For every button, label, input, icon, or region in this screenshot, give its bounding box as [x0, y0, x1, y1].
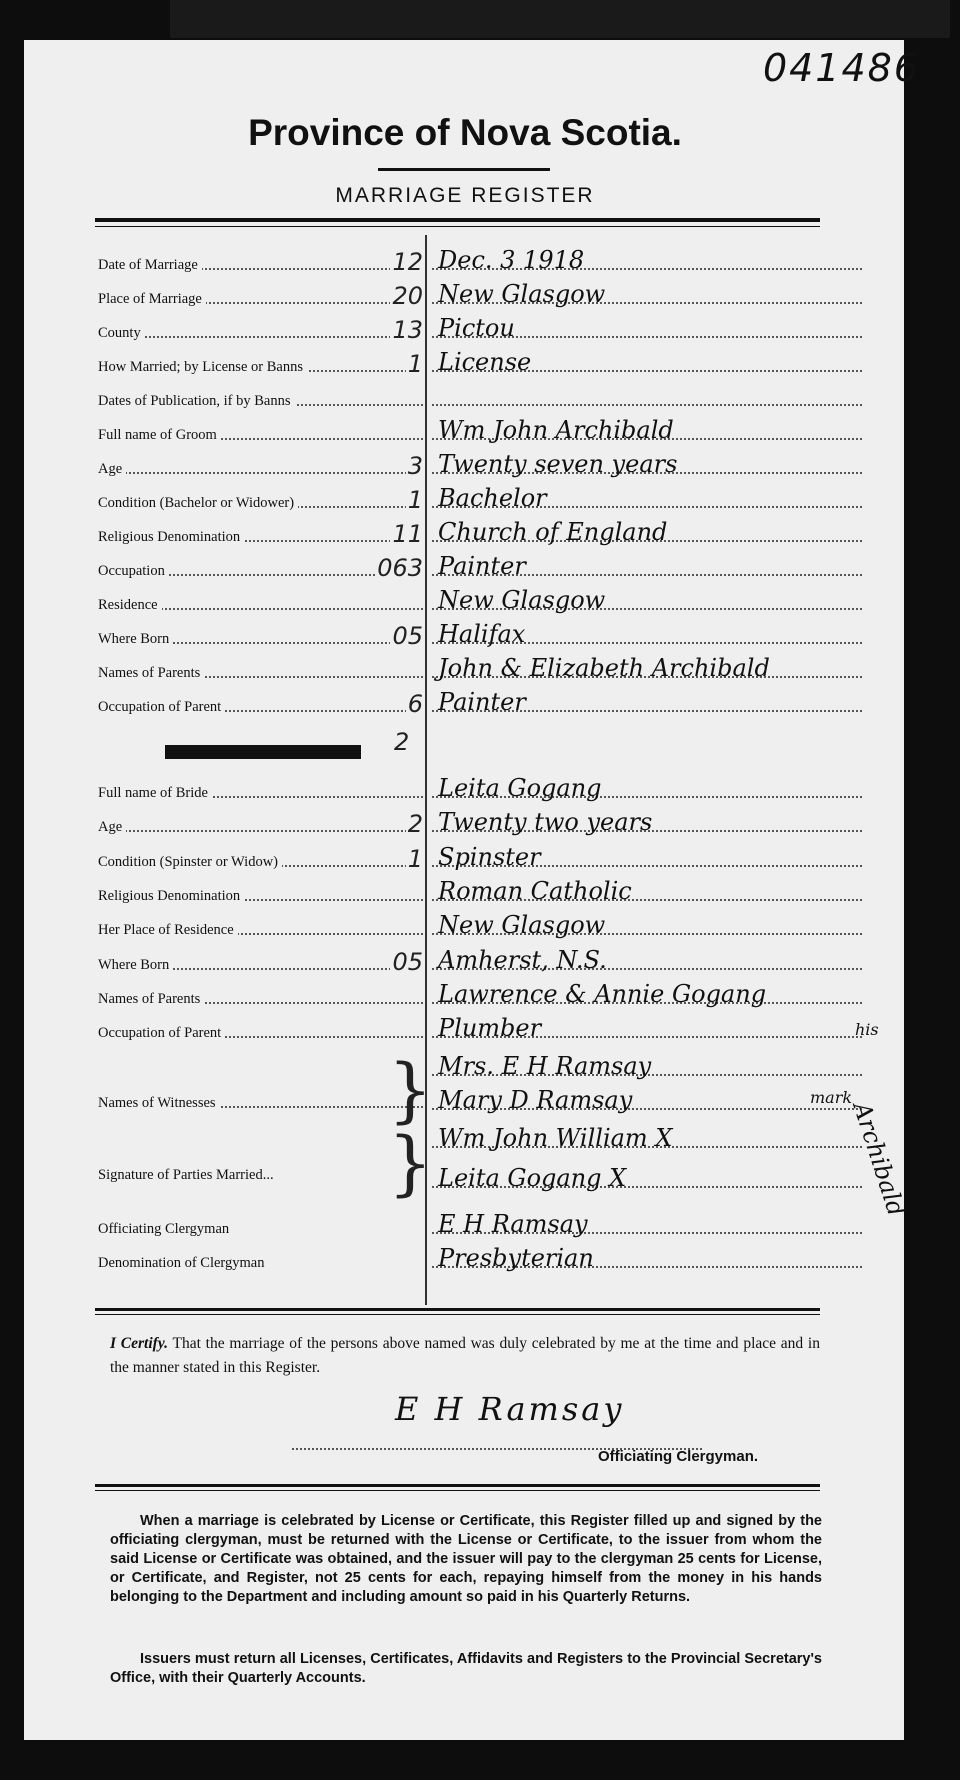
field-label: Her Place of Residence: [98, 922, 238, 939]
officiating-row: [98, 1214, 423, 1240]
bride-row: [98, 881, 423, 907]
bride-section-bar: [165, 745, 361, 759]
parties-label: Signature of Parties Married...: [98, 1167, 278, 1184]
groom-row: [98, 590, 423, 616]
handwritten-value: Twenty seven years: [438, 450, 678, 478]
witnesses-brace: }: [388, 1049, 433, 1131]
certify-rule-thin: [95, 1314, 820, 1315]
notice-rule-thin: [95, 1490, 820, 1491]
mark-his: his: [855, 1020, 879, 1039]
field-code: 6: [407, 690, 423, 718]
handwritten-value: Church of England: [438, 518, 668, 546]
party-2: [432, 1162, 862, 1192]
denomination-label: Denomination of Clergyman: [98, 1255, 268, 1272]
reference-number: 041486: [762, 46, 920, 90]
groom-value-field: [432, 346, 862, 376]
officiating-value-field: [432, 1208, 862, 1238]
field-code: 12: [392, 248, 423, 276]
officiating-value: E H Ramsay: [438, 1210, 588, 1238]
groom-value-field: [432, 482, 862, 512]
handwritten-value: Wm John Archibald: [438, 416, 674, 444]
handwritten-value: Bachelor: [438, 484, 547, 512]
bride-row: [98, 844, 423, 873]
groom-row: [98, 624, 423, 650]
bride-row: [98, 947, 423, 976]
field-label: Place of Marriage: [98, 291, 206, 308]
field-label: County: [98, 325, 145, 342]
bride-row: [98, 984, 423, 1010]
handwritten-value: Painter: [438, 688, 526, 716]
certify-statement: [110, 1332, 820, 1380]
field-label: Dates of Publication, if by Banns: [98, 393, 295, 410]
field-label: Age: [98, 819, 126, 836]
party-1-value: Wm John William X: [438, 1124, 673, 1152]
officiating-label: Officiating Clergyman: [98, 1221, 233, 1238]
field-label: Full name of Groom: [98, 427, 221, 444]
certify-signature: E H Ramsay: [395, 1390, 625, 1428]
groom-row: [98, 488, 423, 514]
denomination-value-field: [432, 1242, 862, 1272]
witnesses-row: [98, 1088, 423, 1114]
field-label: Residence: [98, 597, 162, 614]
leader-dots: [98, 336, 423, 338]
groom-row: [98, 420, 423, 446]
field-label: Condition (Bachelor or Widower): [98, 495, 298, 512]
bride-value-field: [432, 978, 862, 1008]
field-label: Religious Denomination: [98, 888, 244, 905]
page-title: Province of Nova Scotia.: [248, 112, 682, 153]
handwritten-value: New Glasgow: [438, 586, 606, 614]
field-label: Occupation: [98, 563, 169, 580]
handwritten-value: Dec. 3 1918: [438, 246, 585, 274]
groom-row: [98, 250, 423, 276]
field-label: Age: [98, 461, 126, 478]
page-subtitle: MARRIAGE REGISTER: [335, 184, 595, 207]
notice-paragraph-1: When a marriage is celebrated by License or Certificate, this Register filled up and signed by the officiating clergyman, must be returned with the License or Certificate, to the issuer from whom the said License or Certificate was obtained, and the issuer will pay to the clergyman 25 cents for License, or Certificate, and Register, not 25 cents for each, repaying himself from the money in his hands belonging to the Department and including amount so paid in his Quarterly Returns.: [110, 1513, 822, 1605]
field-label: Religious Denomination: [98, 529, 244, 546]
handwritten-value: Painter: [438, 552, 526, 580]
handwritten-value: New Glasgow: [438, 911, 606, 940]
handwritten-value: Twenty two years: [438, 808, 653, 837]
field-label: Full name of Bride: [98, 785, 212, 802]
witness-1: [432, 1050, 862, 1080]
mark-mark: mark: [810, 1088, 853, 1107]
field-label: Where Born: [98, 631, 173, 648]
field-label: Occupation of Parent: [98, 699, 225, 716]
bride-value-field: [432, 806, 862, 836]
groom-value-field: [432, 584, 862, 614]
groom-row: [98, 522, 423, 548]
parties-brace: }: [388, 1122, 433, 1204]
title-rule: [378, 168, 550, 171]
handwritten-value: License: [438, 348, 532, 376]
leader-dots: [98, 830, 423, 832]
bride-row: [98, 915, 423, 941]
field-code: 20: [392, 282, 423, 310]
groom-row: [98, 318, 423, 344]
field-code: 2: [407, 810, 423, 839]
groom-row: [98, 386, 423, 412]
party-2-value: Leita Gogang X: [438, 1164, 627, 1192]
groom-row: [98, 658, 423, 684]
bride-value-field: [432, 772, 862, 802]
groom-row: [98, 556, 423, 582]
handwritten-value: Amherst, N.S.: [438, 945, 607, 974]
handwritten-value: Roman Catholic: [438, 876, 632, 905]
bride-value-field: [432, 944, 862, 974]
groom-value-field: [432, 244, 862, 274]
field-label: Occupation of Parent: [98, 1025, 225, 1042]
bride-value-field: [432, 1012, 862, 1042]
groom-row: [98, 454, 423, 480]
handwritten-value: New Glasgow: [438, 280, 606, 308]
top-strip: [170, 0, 950, 38]
groom-value-field: [432, 414, 862, 444]
bride-row: [98, 778, 423, 804]
witness-2: [432, 1084, 862, 1114]
notice-paragraph-2: Issuers must return all Licenses, Certificates, Affidavits and Registers to the Provincial Secretary's Office, with their Quarterly Accounts.: [110, 1651, 822, 1686]
witness-2-value: Mary D Ramsay: [438, 1086, 633, 1114]
parties-row: [98, 1160, 423, 1186]
bride-section-code: 2: [394, 728, 410, 756]
certify-lead: I Certify.: [110, 1335, 169, 1352]
field-label: Condition (Spinster or Widow): [98, 854, 282, 871]
field-code: 1: [407, 350, 423, 378]
signature-line: [292, 1428, 702, 1450]
field-code: 1: [407, 486, 423, 514]
certify-text: That the marriage of the persons above named was duly celebrated by me at the time and place and in the manner stated in this Register.: [110, 1335, 820, 1376]
groom-value-field: [432, 516, 862, 546]
handwritten-value: Spinster: [438, 842, 541, 871]
denomination-value: Presbyterian: [438, 1244, 594, 1272]
field-code: 1: [407, 844, 423, 873]
groom-value-field: [432, 278, 862, 308]
side-note-text: Archibald: [847, 1098, 911, 1220]
field-code: 11: [392, 520, 423, 548]
bride-row: [98, 812, 423, 838]
party-1: [432, 1122, 862, 1152]
groom-value-field: [432, 448, 862, 478]
leader-dots: [98, 472, 423, 474]
handwritten-value: Lawrence & Annie Gogang: [438, 979, 767, 1008]
witness-1-value: Mrs. E H Ramsay: [438, 1052, 652, 1080]
field-label: Date of Marriage: [98, 257, 202, 274]
field-code: 063: [377, 554, 423, 582]
header-rule: [95, 218, 820, 222]
notice-rule: [95, 1484, 820, 1487]
header-rule-thin: [95, 226, 820, 227]
bride-value-field: [432, 909, 862, 939]
field-code: 05: [392, 947, 423, 976]
groom-row: [98, 692, 423, 718]
field-code: 3: [407, 452, 423, 480]
groom-value-field: [432, 686, 862, 716]
handwritten-value: Halifax: [438, 620, 526, 648]
signature-caption: Officiating Clergyman.: [598, 1448, 759, 1465]
handwritten-value: Plumber: [438, 1014, 542, 1043]
bride-value-field: [432, 841, 862, 871]
groom-value-field: [432, 618, 862, 648]
value-dots: [432, 404, 862, 406]
handwritten-value: Leita Gogang: [438, 774, 602, 802]
field-label: Names of Parents: [98, 665, 204, 682]
field-code: 05: [392, 622, 423, 650]
groom-value-field: [432, 652, 862, 682]
field-label: Where Born: [98, 957, 173, 974]
groom-value-field: [432, 550, 862, 580]
field-label: How Married; by License or Banns: [98, 359, 307, 376]
bride-row: [98, 1018, 423, 1044]
handwritten-value: John & Elizabeth Archibald: [438, 654, 770, 682]
handwritten-value: Pictou: [438, 314, 515, 342]
groom-value-field: [432, 312, 862, 342]
groom-row: [98, 352, 423, 378]
denomination-row: [98, 1248, 423, 1274]
witnesses-label: Names of Witnesses: [98, 1095, 220, 1112]
certify-rule: [95, 1308, 820, 1311]
groom-value-field: [432, 380, 862, 410]
field-code: 13: [392, 316, 423, 344]
groom-row: [98, 284, 423, 310]
field-label: Names of Parents: [98, 991, 204, 1008]
bride-value-field: [432, 875, 862, 905]
